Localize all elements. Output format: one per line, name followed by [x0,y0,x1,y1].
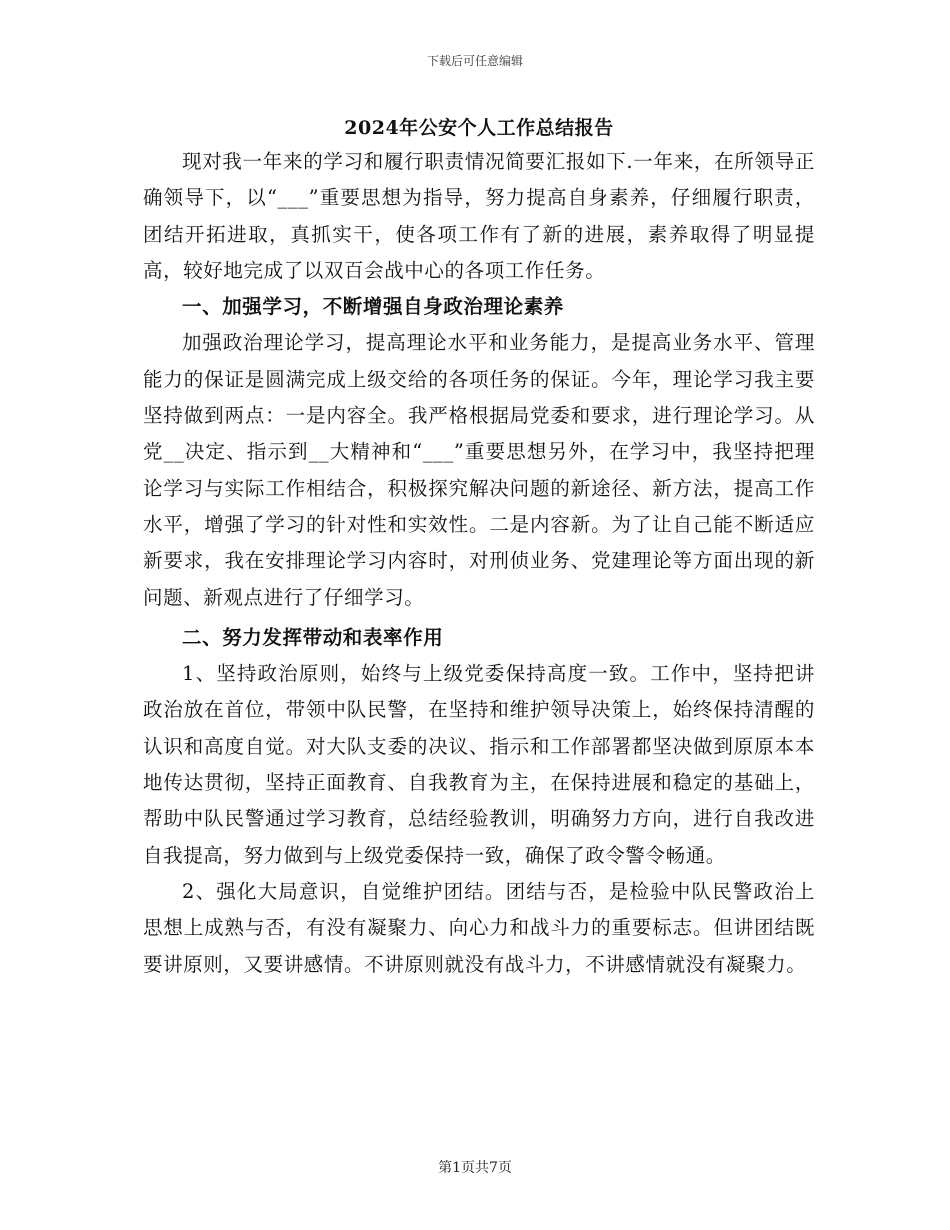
section-2-heading: 二、努力发挥带动和表率作用 [182,625,444,649]
page-footer: 第1页共7页 [438,1160,512,1176]
document-title: 2024年公安个人工作总结报告 [344,117,614,139]
page-header: 下载后可任意编辑 [426,54,523,68]
document-body [143,112,815,983]
section-1-heading: 一、加强学习，不断增强自身政治理论素养 [182,295,564,319]
section-2-paragraph-1: 1、坚持政治原则，始终与上级党委保持高度一致。工作中，坚持把讲政治放在首位，带领中队民警，在坚持和维护领导决策上，始终保持清醒的认识和高度自觉。对大队支委的决议、指示和工作部署都坚决做到原原本本地传达贯彻，坚持正面教育、自我教育为主，在保持进展和稳定的基础上，帮助中队民警通过学习教育，总结经验教训，明确努力方向，进行自我改进自我提高，努力做到与上级党委保持一致，确保了政令警令畅通。 [143,662,815,867]
intro-paragraph: 现对我一年来的学习和履行职责情况简要汇报如下.一年来，在所领导正确领导下，以“___”重要思想为指导，努力提高自身素养，仔细履行职责，团结开拓进取，真抓实干，使各项工作有了新的进展，素养取得了明显提高，较好地完成了以双百会战中心的各项工作任务。 [143,150,815,282]
section-2-paragraph-2: 2、强化大局意识，自觉维护团结。团结与否，是检验中队民警政治上思想上成熟与否，有没有凝聚力、向心力和战斗力的重要标志。但讲团结既要讲原则，又要讲感情。不讲原则就没有战斗力，不讲感情就没有凝聚力。 [143,879,815,976]
section-1-paragraph: 加强政治理论学习，提高理论水平和业务能力，是提高业务水平、管理能力的保证是圆满完成上级交给的各项任务的保证。今年，理论学习我主要坚持做到两点：一是内容全。我严格根据局党委和要求，进行理论学习。从党__决定、指示到__大精神和“___”重要思想另外，在学习中，我坚持把理论学习与实际工作相结合，积极探究解决问题的新途径、新方法，提高工作水平，增强了学习的针对性和实效性。二是内容新。为了让自己能不断适应新要求，我在安排理论学习内容时，对刑侦业务、党建理论等方面出现的新问题、新观点进行了仔细学习。 [143,331,815,609]
